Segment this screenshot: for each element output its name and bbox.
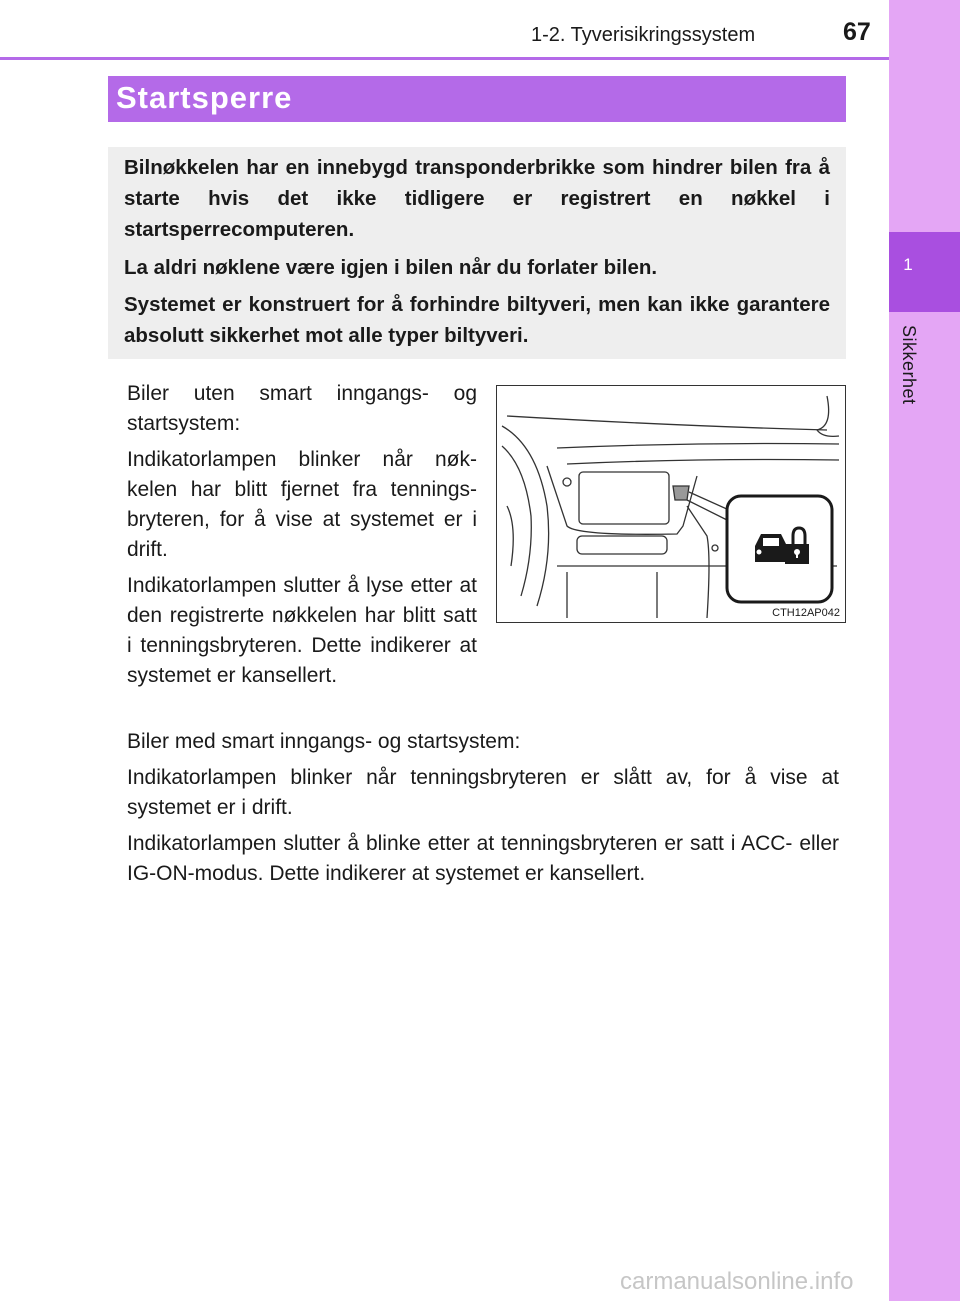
chapter-number: 1	[903, 255, 913, 274]
page-title: Startsperre	[116, 80, 293, 115]
intro-paragraph: La aldri nøklene være igjen i bilen når du forlater bilen.	[124, 256, 658, 279]
body-paragraph: Indikatorlampen slutter å lyse etter at den registrerte nøkkelen har blitt satt i tenningsbryteren. Dette indikerer at systemet er kansellert.	[127, 574, 477, 687]
side-tab-strip	[889, 0, 960, 1301]
header-divider	[0, 57, 889, 60]
body-paragraph: Biler uten smart inngangs- og startsystem:	[127, 382, 477, 435]
watermark: carmanualsonline.info	[620, 1268, 854, 1295]
dashboard-illustration	[496, 385, 846, 623]
intro-paragraph: Bilnøkkelen har en innebygd transponderbrikke som hindrer bilen fra å starte hvis det ikke tidligere er registrert en nøkkel i startsperrecomputeren.	[124, 156, 830, 241]
body-paragraph: Indikatorlampen blinker når nøk-kelen har blitt fjernet fra tennings-bryteren, for å vise at systemet er i drift.	[127, 448, 477, 561]
body-paragraph: Indikatorlampen blinker når tenningsbryteren er slått av, for å vise at systemet er i drift.	[127, 766, 839, 819]
body-paragraph: Biler med smart inngangs- og startsystem:	[127, 730, 521, 753]
intro-paragraph: Systemet er konstruert for å forhindre biltyveri, men kan ikke garantere absolutt sikkerhet mot alle typer biltyveri.	[124, 293, 830, 347]
dashboard-drawing	[497, 386, 847, 624]
section-header: 1-2. Tyverisikringssystem	[531, 24, 756, 46]
body-paragraph: Indikatorlampen slutter å blinke etter at tenningsbryteren er satt i ACC- eller IG-ON-modus. Dette indikerer at systemet er kansellert.	[127, 832, 839, 885]
page-number: 67	[843, 18, 871, 46]
figure-caption: CTH12AP042	[772, 607, 840, 619]
chapter-label: Sikkerhet	[899, 325, 919, 405]
